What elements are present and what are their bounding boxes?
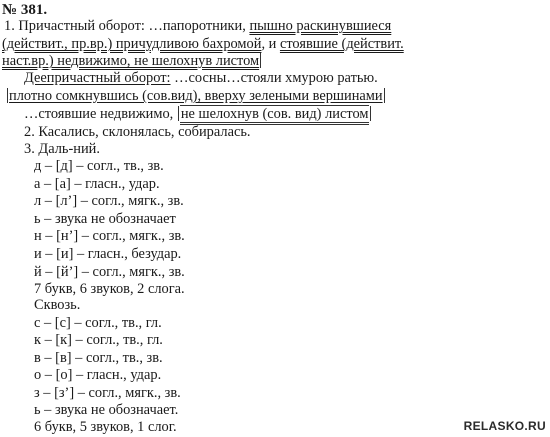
- exercise-title: № 381.: [2, 2, 48, 18]
- phonetic-line: ь – звука не обозначает: [34, 210, 176, 227]
- skvoz-label: Сквозь.: [34, 297, 81, 313]
- phrase-border: [260, 53, 261, 68]
- item3-label: 3. Даль-ний.: [24, 141, 100, 157]
- phrase-border: [7, 88, 8, 103]
- phonetic-line: с – [с] – согл., тв., гл.: [34, 315, 162, 331]
- item1-line6-pre: …стоявшие недвижимо,: [24, 106, 177, 122]
- phonetic-line: й – [й’] – согл., мягк., зв.: [34, 263, 185, 280]
- phrase-border: [370, 106, 371, 121]
- adverbial-phrase-2: не шелохнув (сов. вид) листом: [180, 105, 370, 125]
- phonetic-line: ь – звука не обозначает.: [34, 402, 179, 418]
- participle-phrase-2: стоявшие (действит.: [279, 36, 404, 52]
- adverbial-phrase-1: плотно сомкнувшись (сов.вид), вверху зелеными вершинами: [9, 88, 383, 104]
- item1-line1: [4, 18, 391, 36]
- phonetic-line: и – [и] – гласн., безудар.: [34, 246, 182, 262]
- participle-phrase-1: пышно раскинувшиеся: [249, 18, 392, 34]
- phonetic-line: л – [л’] – согл., мягк., зв.: [34, 193, 184, 210]
- watermark: RELASKO.RU: [463, 419, 546, 433]
- phonetic-line: 7 букв, 6 звуков, 2 слога.: [34, 281, 185, 298]
- phonetic-line: з – [з’] – согл., мягк., зв.: [34, 384, 181, 401]
- phrase-border: [178, 106, 179, 121]
- phonetic-line: д – [д] – согл., тв., зв.: [34, 158, 164, 174]
- phonetic-line: о – [о] – гласн., удар.: [34, 367, 162, 384]
- item1-line6: [24, 106, 372, 124]
- item2: 2. Касались, склонялась, собиралась.: [24, 124, 251, 140]
- item1-line4: [24, 70, 378, 88]
- item1-line2-mid: , и: [261, 36, 280, 52]
- participle-phrase-2-cont: наст.вр.) недвижимо, не шелохнув листом: [2, 53, 260, 69]
- phrase-border: [384, 88, 385, 103]
- adverbial-rest: …сосны…стояли хмурою ратью.: [170, 70, 378, 86]
- item1-label: 1. Причастный оборот:: [4, 18, 145, 34]
- adverbial-label: Деепричастный оборот:: [24, 70, 171, 86]
- item1-line1-rest: …папоротники,: [144, 18, 250, 34]
- item1-line3: [2, 53, 262, 71]
- phonetic-line: в – [в] – согл., тв., зв.: [34, 349, 163, 366]
- item1-line2: [2, 36, 404, 54]
- participle-phrase-1-cont: (действит., пр.вр.) причудливою бахромой: [2, 36, 262, 52]
- phonetic-line: 6 букв, 5 звуков, 1 слог.: [34, 419, 177, 436]
- phonetic-line: к – [к] – согл., тв., гл.: [34, 332, 163, 349]
- phonetic-line: н – [н’] – согл., мягк., зв.: [34, 228, 185, 245]
- phonetic-line: а – [а] – гласн., удар.: [34, 175, 160, 192]
- item1-line5: [6, 88, 386, 106]
